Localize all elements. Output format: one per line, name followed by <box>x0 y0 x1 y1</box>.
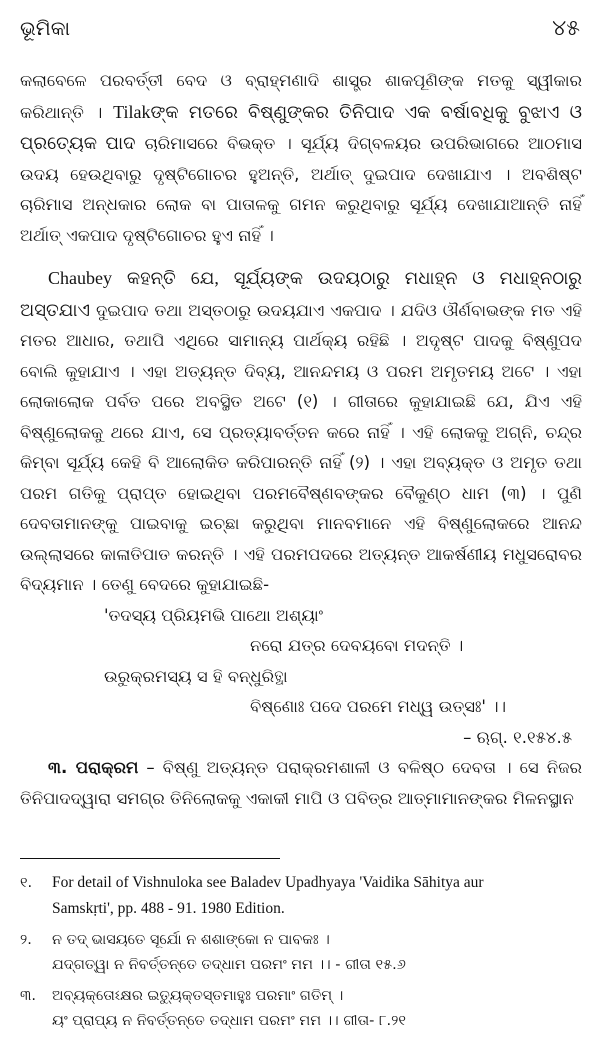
verse-reference: – ଋଗ୍. ୧.୧୫୪.୫ <box>463 727 572 747</box>
text-line: ଆଧାର, ତଥାପି ଏଥିରେ ସାମାନ୍ୟ ପାର୍ଥକ୍ୟ ରହିଛି । ଅଦୃଷ୍ଟ ପାଦକୁ ବିଷ୍ଣୁପଦ ବୋଲି <box>20 331 582 381</box>
text-line: ତଥା ପରମ ଗତିକୁ ପ୍ରାପ୍ତ ହୋଇଥିବା ପରମବୈଷ୍ଣବଙ୍କର ବୈକୁଣ୍ଠ ଧାମ (୩) । ପୁଣି <box>20 453 582 503</box>
footnote-3 <box>20 984 582 1034</box>
text-line: ଚାରିମାସରେ ବିଭକ୍ତ । ସୂର୍ଯ୍ୟ ଦିଗ୍‌ବଳୟର ଉପରିଭାଗରେ ଆଠମାସ ଉଦୟ <box>20 134 582 184</box>
verse-line: ଉରୁକ୍ରମସ୍ୟ ସ ହି ବନ୍ଧୁରିତ୍ଥା <box>104 666 288 686</box>
text-line: କୁହାଯାଏ । ଏହା ଅତ୍ୟନ୍ତ ଦିବ୍ୟ, ଆନନ୍ଦମୟ ଓ ପରମ ଅମୃତମୟ ଅଟେ । ଏହା <box>65 361 582 381</box>
footnote-divider <box>20 858 280 859</box>
verse-quote <box>20 601 582 754</box>
footnote-2 <box>20 928 582 978</box>
verse-line: ବିଷ୍ଣୋଃ ପଦେ ପରମେ ମଧ୍ୱ ଉତ୍ସଃ' ।। <box>250 697 507 716</box>
running-title: ଭୂମିକା <box>20 16 71 40</box>
text-line: ଲୋକାଲୋକ ପର୍ବତ ପରେ ଅବସ୍ଥିତ ଅଟେ (୧) । ଗୀତାରେ କୁହାଯାଇଛି ଯେ, ଯିଏ <box>20 392 550 411</box>
footnote-text: ଅବ୍ୟକ୍ତୋଽକ୍ଷର ଇତ୍ୟୁକ୍ତସ୍ତମାହୁଃ ପରମାଂ ଗତିମ୍ । <box>52 988 344 1004</box>
footnote-number: ୩. <box>20 988 37 1004</box>
main-text <box>20 66 582 814</box>
footnotes <box>20 870 582 1034</box>
text-line: Chaubey କହନ୍ତି ଯେ, ସୂର୍ଯ୍ୟଙ୍କ ଉଦୟଠାରୁ ମଧାହ୍ନ ଓ ମଧାହ୍ନଠାରୁ ଅସ୍ତଯାଏ <box>20 268 582 320</box>
page-header <box>20 16 580 50</box>
text-line: – ବିଷ୍ଣୁ ଅତ୍ୟନ୍ତ ପରାକ୍ରମଶାଳୀ ଓ ବଳିଷ୍ଠ ଦେବତା । ସେ ନିଜର <box>138 758 582 777</box>
verse-line: ନରୋ ଯତ୍ର ଦେବୟବୋ ମଦନ୍ତି । <box>250 636 464 655</box>
text-line: ତିନିପାଦଦ୍ୱାରା ସମଗ୍ର ତିନିଲୋକକୁ ଏକାକୀ ମାପି ଓ ପବିତ୍ର ଆତ୍ମାମାନଙ୍କର ମିଳନସ୍ଥାନ <box>20 788 574 808</box>
footnote-text: ଯଦ୍‌ଗତ୍ୱା ନ ନିବର୍ତ୍ତନ୍ତେ ତଦ୍ଧାମ ପରମଂ ମମ ।। - ଗୀତା ୧୫.୬ <box>52 957 406 973</box>
footnote-1 <box>20 870 582 922</box>
paragraph-1 <box>20 66 582 251</box>
text-line: ଦୁଇପାଦ ତଥା ଅସ୍ତଠାରୁ ଉଦୟଯାଏ ଏକପାଦ । ଯଦିଓ ଔର୍ଣବାଭଙ୍କ ମତ ଏହି ମତର <box>20 300 582 350</box>
text-line: ବିଦ୍ୟମାନ । ତେଣୁ ବେଦରେ କୁହାଯାଇଛି- <box>20 575 270 594</box>
footnote-number: ୨. <box>20 932 32 948</box>
section-heading: ୩. ପରାକ୍ରମ <box>48 758 139 777</box>
text-line: କଲାବେଳେ ପରବର୍ତ୍ତୀ ବେଦ ଓ ବ୍ରାହ୍ମଣାଦି ଶାସ୍ତ୍ର ଶାକପୂଣିଙ୍କ ମତକୁ ସ୍ୱୀକାର କରିଥାନ୍ତି । <box>20 71 582 122</box>
footnote-number: ୧. <box>20 875 33 891</box>
footnote-text: Samskṛti', pp. 488 - 91. 1980 Edition. <box>52 900 285 917</box>
text-line: ଅନ୍ଧକାର ଲୋକ ବା ପାତାଳକୁ ଗମନ କରୁଥିବାରୁ ସୂର୍ଯ୍ୟ ଦେଖାଯାଆନ୍ତି ନାହିଁ ଅର୍ଥାତ୍ <box>20 195 583 245</box>
paragraph-3 <box>20 753 582 814</box>
footnote-text: ୟଂ ପ୍ରାପ୍ୟ ନ ନିବର୍ତ୍ତନ୍ତେ ତଦ୍ଧାମ ପରମଂ ମମ ।। ଗୀତା- ୮.୨୧ <box>52 1013 406 1029</box>
page-number: ୪୫ <box>552 16 580 41</box>
text-line: ଏକପାଦ ଦୃଷ୍ଟିଗୋଚର ହୁଏ ନାହିଁ । <box>66 225 274 245</box>
text-line: ଏହି ବିଷ୍ଣୁଲୋକକୁ ଥରେ ଯାଏ, ସେ ପ୍ରତ୍ୟାବର୍ତ୍ତନ କରେ ନାହିଁ । ଏହି ଲୋକକୁ ଅଗ୍ନି, <box>20 392 582 442</box>
footnote-text: For detail of Vishnuloka see Baladev Upadhyaya 'Vaidika Sāhitya aur <box>52 874 484 891</box>
verse-line: 'ତଦସ୍ୟ ପ୍ରିୟମଭି ପାଥୋ ଅଶ୍ୟାଂ <box>104 605 323 625</box>
text-line: ଉଲ୍ଲାସରେ କାଳାତିପାତ କରନ୍ତି । ଏହି ପରମପଦରେ ଅତ୍ୟନ୍ତ ଆକର୍ଷଣୀୟ ମଧୁସରୋବର <box>20 544 582 564</box>
text-line: Tilakଙ୍କ ମତରେ ବିଷ୍ଣୁଙ୍କର ତିନିପାଦ ଏକ ବର୍ଷାବଧିକୁ ବୁଝାଏ ଓ ପ୍ରତ୍ୟେକ ପାଦ <box>20 101 583 153</box>
paragraph-2 <box>20 263 582 601</box>
text-line: ଚନ୍ଦ୍ର କିମ୍ବା ସୂର୍ଯ୍ୟ କେହି ବି ଆଲୋକିତ କରିପାରନ୍ତି ନାହିଁ (୨) । ଏହା ଅବ୍ୟକ୍ତ ଓ ଅମୃତ <box>20 422 582 472</box>
footnote-text: ନ ତଦ୍ ଭାସୟତେ ସୂର୍ଯୋ ନ ଶଶାଙ୍କୋ ନ ପାବକଃ । <box>52 932 330 948</box>
text-line: ହେଉଥିବାରୁ ଦୃଷ୍ଟିଗୋଚର ହୁଅନ୍ତି, ଅର୍ଥାତ୍ ଦୁଇପାଦ ଦେଖାଯାଏ । ଅବଶିଷ୍ଟ ଚାରିମାସ <box>20 164 582 214</box>
text-line: ଦେବତାମାନଙ୍କୁ ପାଇବାକୁ ଇଚ୍ଛା କରୁଥିବା ମାନବମାନେ ଏହି ବିଷ୍ଣୁଲୋକରେ ଆନନ୍ଦ <box>20 514 582 533</box>
